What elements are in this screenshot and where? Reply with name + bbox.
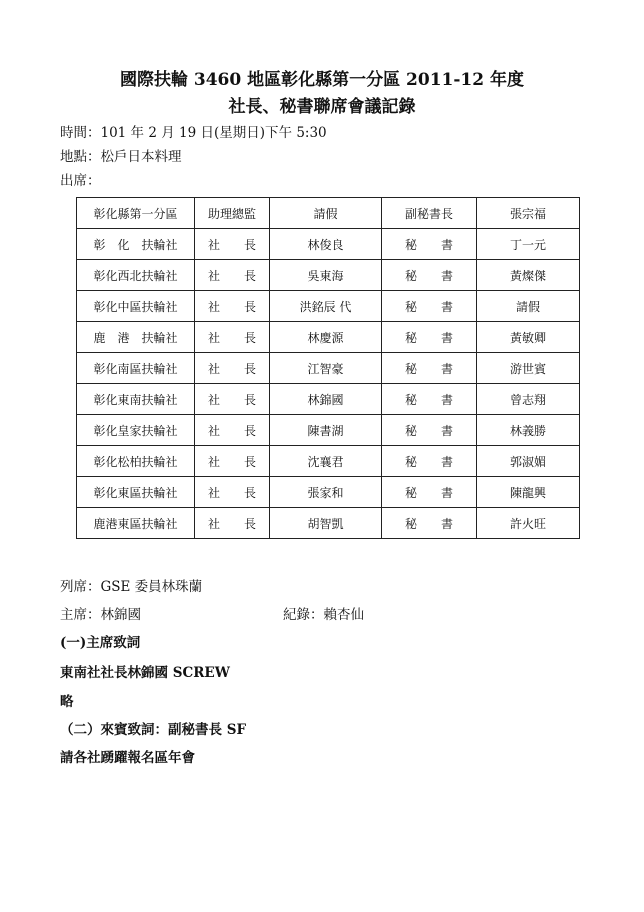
table-cell: 秘 書 [382,446,477,477]
table-cell: 彰 化 扶輪社 [77,229,195,260]
chair: 主席：林錦國 [60,607,141,623]
table-cell: 江智豪 [270,353,382,384]
table-cell: 鹿 港 扶輪社 [77,322,195,353]
table-cell: 社 長 [195,477,270,508]
table-row [77,446,580,477]
table-cell: 林義勝 [477,415,580,446]
section1-heading: (一)主席致詞 [60,635,141,651]
table-row [77,229,580,260]
table-cell: 社 長 [195,446,270,477]
observers: 列席：GSE 委員林珠蘭 [60,579,203,595]
table-cell: 副秘書長 [382,198,477,229]
table-cell: 黃燦傑 [477,260,580,291]
table-cell: 張家和 [270,477,382,508]
table-cell: 洪銘辰 代 [270,291,382,322]
attendance-table [76,197,580,539]
document-subtitle: 社長、秘書聯席會議記錄 [228,97,416,117]
table-cell: 社 長 [195,322,270,353]
table-cell: 曾志翔 [477,384,580,415]
attendance-label: 出席： [60,173,101,189]
recorder: 紀錄：賴杏仙 [283,607,364,623]
table-cell: 請假 [270,198,382,229]
table-cell: 陳龍興 [477,477,580,508]
table-cell: 彰化南區扶輪社 [77,353,195,384]
table-cell: 彰化東南扶輪社 [77,384,195,415]
table-cell: 秘 書 [382,477,477,508]
table-cell: 秘 書 [382,353,477,384]
table-cell: 秘 書 [382,229,477,260]
table-cell: 張宗福 [477,198,580,229]
table-row [77,291,580,322]
table-cell: 許火旺 [477,508,580,539]
table-cell: 社 長 [195,260,270,291]
table-row [77,260,580,291]
table-row [77,384,580,415]
section1-content: 略 [60,694,74,710]
section2-content: 請各社踴躍報名區年會 [60,750,195,766]
table-cell: 社 長 [195,415,270,446]
table-cell: 秘 書 [382,415,477,446]
table-row [77,508,580,539]
table-cell: 游世賓 [477,353,580,384]
table-row [77,198,580,229]
table-cell: 社 長 [195,384,270,415]
table-cell: 彰化縣第一分區 [77,198,195,229]
table-cell: 社 長 [195,353,270,384]
table-cell: 彰化東區扶輪社 [77,477,195,508]
table-cell: 彰化中區扶輪社 [77,291,195,322]
table-cell: 鹿港東區扶輪社 [77,508,195,539]
table-cell: 助理總監 [195,198,270,229]
table-cell: 彰化西北扶輪社 [77,260,195,291]
table-cell: 彰化皇家扶輪社 [77,415,195,446]
table-cell: 社 長 [195,291,270,322]
table-cell: 社 長 [195,508,270,539]
table-cell: 請假 [477,291,580,322]
table-cell: 秘 書 [382,322,477,353]
table-row [77,322,580,353]
meeting-place: 地點：松戶日本料理 [60,149,182,165]
table-cell: 郭淑媚 [477,446,580,477]
table-cell: 林慶源 [270,322,382,353]
document-title: 國際扶輪 3460 地區彰化縣第一分區 2011-12 年度 [119,70,524,90]
section1-speaker: 東南社社長林錦國 SCREW [60,665,230,681]
table-cell: 沈襄君 [270,446,382,477]
table-cell: 吳東海 [270,260,382,291]
table-cell: 陳書湖 [270,415,382,446]
table-cell: 彰化松柏扶輪社 [77,446,195,477]
table-cell: 秘 書 [382,384,477,415]
table-cell: 秘 書 [382,260,477,291]
table-row [77,353,580,384]
meeting-time: 時間：101 年 2 月 19 日(星期日)下午 5:30 [60,125,327,141]
table-cell: 秘 書 [382,508,477,539]
table-cell: 社 長 [195,229,270,260]
table-cell: 丁一元 [477,229,580,260]
table-cell: 黃敏卿 [477,322,580,353]
table-cell: 秘 書 [382,291,477,322]
section2-heading: （二）來賓致詞：副秘書長 SF [60,722,247,738]
table-cell: 林俊良 [270,229,382,260]
table-row [77,477,580,508]
table-cell: 林錦國 [270,384,382,415]
table-row [77,415,580,446]
table-cell: 胡智凱 [270,508,382,539]
